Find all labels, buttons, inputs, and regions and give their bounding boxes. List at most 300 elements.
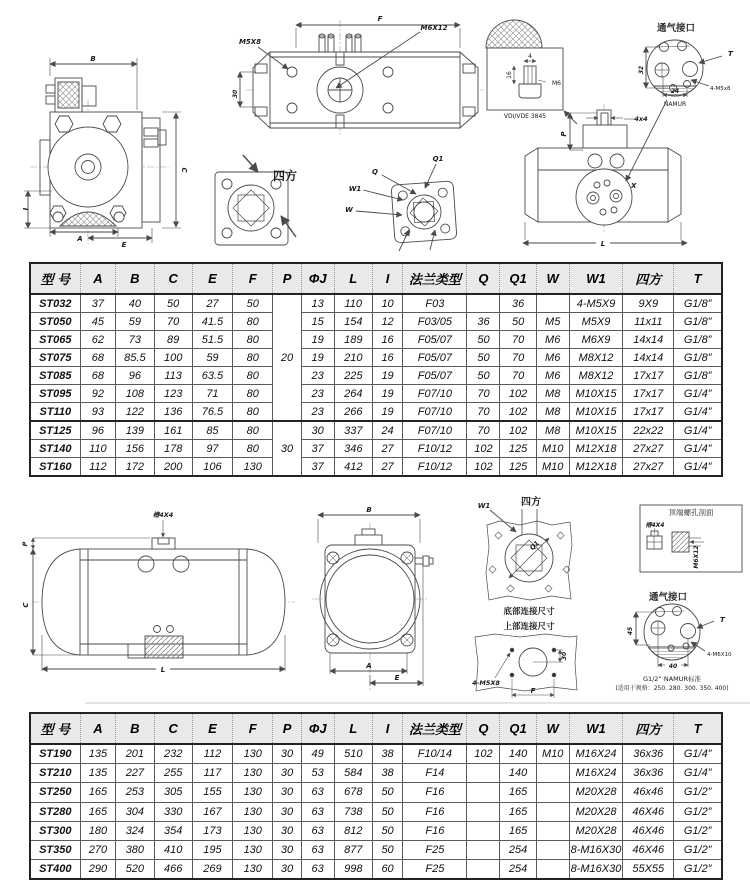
model-cell: ST075: [30, 349, 80, 367]
value-cell: 50: [233, 294, 273, 313]
column-header: T: [674, 263, 722, 294]
column-header: L: [334, 263, 372, 294]
value-cell: 41.5: [192, 313, 232, 331]
model-cell: ST032: [30, 294, 80, 313]
value-cell: 167: [192, 802, 232, 821]
front-dim-b-label: B: [90, 55, 96, 63]
top-conn-dim-30-label: 30: [561, 651, 568, 661]
front-dim-a-label: A: [77, 235, 83, 243]
value-cell: 30: [273, 802, 301, 821]
value-cell: M6: [536, 367, 569, 385]
value-cell: M12X18: [569, 458, 623, 477]
vdi-dim-4-label: 4: [528, 53, 532, 60]
air-port-small-thread: 4-M5x8: [710, 86, 731, 92]
value-cell: 73: [116, 331, 154, 349]
value-cell: 110: [334, 294, 372, 313]
value-cell: 130: [233, 744, 273, 764]
value-cell: 10: [372, 294, 402, 313]
front-view-drawing: [24, 58, 181, 244]
bottom-conn-caption: 底部连接尺寸: [503, 607, 555, 617]
bottom-conn-w1-label: W1: [477, 502, 491, 510]
column-header: ΦJ: [301, 263, 334, 294]
value-cell: 30: [273, 840, 301, 859]
value-cell: 130: [233, 783, 273, 802]
air-port-large-caption1: G1/2” NAMUR标准: [642, 675, 702, 683]
column-header: B: [116, 263, 154, 294]
table-row: [30, 764, 722, 783]
top-screw-section-title: 顶端螺孔剖面: [668, 508, 714, 517]
value-cell: 266: [334, 403, 372, 422]
table-row: [30, 313, 722, 331]
value-cell: F16: [403, 783, 467, 802]
end-dim-x-label: X: [631, 182, 637, 190]
air-port-small-dim-32: 32: [638, 65, 645, 75]
value-cell: 27: [192, 294, 232, 313]
value-cell: 38: [372, 764, 402, 783]
value-cell: 50: [372, 840, 402, 859]
value-cell: 4-M5X9: [569, 294, 623, 313]
value-cell: 19: [301, 331, 334, 349]
value-cell: 117: [192, 764, 232, 783]
value-cell: M20X28: [569, 783, 623, 802]
table-row: [30, 860, 722, 880]
value-cell: 140: [500, 764, 536, 783]
value-cell: 80: [233, 385, 273, 403]
value-cell: 136: [154, 403, 192, 422]
column-header: W: [536, 713, 569, 744]
value-cell: M6: [536, 331, 569, 349]
value-cell: 45: [80, 313, 116, 331]
column-header: Q1: [500, 713, 536, 744]
value-cell: 80: [233, 403, 273, 422]
side-dim-c-label: C: [22, 602, 30, 608]
value-cell: 70: [154, 313, 192, 331]
value-cell: G1/2”: [674, 821, 722, 840]
plan-m5x8-label: M5X8: [238, 38, 262, 46]
end-dim-4x4-label: 4x4: [634, 115, 648, 123]
value-cell: 337: [334, 421, 372, 440]
value-cell: M12X18: [569, 440, 623, 458]
column-header: A: [80, 713, 116, 744]
value-cell: 20: [273, 294, 301, 421]
value-cell: 8-M16X30: [569, 860, 623, 880]
value-cell: 305: [154, 783, 192, 802]
value-cell: 14x14: [623, 349, 674, 367]
value-cell: M20X28: [569, 821, 623, 840]
side-dim-p-label: P: [21, 541, 29, 547]
value-cell: 678: [334, 783, 372, 802]
bottom-conn-square-label: 四方: [521, 497, 541, 508]
value-cell: 80: [233, 349, 273, 367]
front-dim-e-label: E: [121, 241, 127, 249]
table-row: [30, 294, 722, 313]
value-cell: 139: [116, 421, 154, 440]
value-cell: M8X12: [569, 349, 623, 367]
model-cell: ST210: [30, 764, 80, 783]
value-cell: M8: [536, 403, 569, 422]
value-cell: 102: [500, 403, 536, 422]
model-cell: ST350: [30, 840, 80, 859]
front-dim-c-label: C: [180, 167, 188, 173]
shaft-bottom-view-drawing: [356, 164, 457, 251]
spec-table-large-models: [29, 712, 723, 880]
model-cell: ST085: [30, 367, 80, 385]
value-cell: 30: [273, 764, 301, 783]
value-cell: 16: [372, 331, 402, 349]
bottom-dim-q1-label: Q1: [432, 155, 444, 163]
value-cell: 178: [154, 440, 192, 458]
column-header: 型 号: [30, 713, 80, 744]
value-cell: 89: [154, 331, 192, 349]
value-cell: 17x17: [623, 385, 674, 403]
side-dim-l-label: L: [160, 666, 166, 674]
model-cell: ST300: [30, 821, 80, 840]
table-row: [30, 385, 722, 403]
value-cell: 270: [80, 840, 116, 859]
column-header: T: [674, 713, 722, 744]
value-cell: [536, 802, 569, 821]
value-cell: G1/4”: [674, 458, 722, 477]
value-cell: 80: [233, 331, 273, 349]
column-header: A: [80, 263, 116, 294]
value-cell: 510: [334, 744, 372, 764]
column-header: 四方: [623, 713, 674, 744]
model-cell: ST110: [30, 403, 80, 422]
middle-technical-drawing: [0, 485, 750, 710]
value-cell: 70: [467, 421, 500, 440]
value-cell: 102: [467, 440, 500, 458]
end-dim-p-label: P: [560, 131, 568, 137]
value-cell: 189: [334, 331, 372, 349]
value-cell: 210: [334, 349, 372, 367]
value-cell: 165: [500, 821, 536, 840]
value-cell: F07/10: [403, 385, 467, 403]
air-port-large-drawing: [636, 604, 714, 667]
column-header: I: [372, 713, 402, 744]
value-cell: 254: [500, 840, 536, 859]
air-port-large-t: T: [720, 616, 725, 624]
value-cell: F25: [403, 860, 467, 880]
value-cell: F03/05: [403, 313, 467, 331]
square-drive-label: 四方: [272, 169, 298, 183]
value-cell: 130: [233, 802, 273, 821]
value-cell: 12: [372, 313, 402, 331]
column-header: ΦJ: [301, 713, 334, 744]
value-cell: 161: [154, 421, 192, 440]
value-cell: 108: [116, 385, 154, 403]
value-cell: 30: [273, 821, 301, 840]
table-row: [30, 421, 722, 440]
value-cell: [467, 783, 500, 802]
column-header: F: [233, 713, 273, 744]
value-cell: 255: [154, 764, 192, 783]
value-cell: 19: [372, 385, 402, 403]
plan-m6x12-label: M6X12: [420, 24, 448, 32]
value-cell: M10: [536, 440, 569, 458]
vdi-detail-drawing: [486, 20, 577, 124]
top-conn-title: 上部连接尺寸: [503, 622, 555, 632]
value-cell: 154: [334, 313, 372, 331]
model-cell: ST400: [30, 860, 80, 880]
value-cell: 738: [334, 802, 372, 821]
model-cell: ST050: [30, 313, 80, 331]
column-header: B: [116, 713, 154, 744]
value-cell: M10: [536, 458, 569, 477]
air-port-large-title: 通气接口: [648, 592, 688, 603]
value-cell: 46X46: [623, 802, 674, 821]
model-cell: ST160: [30, 458, 80, 477]
value-cell: 80: [233, 367, 273, 385]
value-cell: 70: [500, 349, 536, 367]
value-cell: 50: [372, 802, 402, 821]
value-cell: G1/4”: [674, 744, 722, 764]
value-cell: M6: [536, 349, 569, 367]
value-cell: 50: [372, 783, 402, 802]
value-cell: 102: [500, 385, 536, 403]
value-cell: 232: [154, 744, 192, 764]
table-row: [30, 331, 722, 349]
value-cell: 63: [301, 802, 334, 821]
column-header: P: [273, 713, 301, 744]
value-cell: 24: [372, 421, 402, 440]
value-cell: F10/14: [403, 744, 467, 764]
value-cell: [467, 802, 500, 821]
value-cell: 19: [301, 349, 334, 367]
front-dim-i-label: I: [21, 207, 29, 211]
end-dim-l-label: L: [600, 240, 606, 248]
value-cell: 324: [116, 821, 154, 840]
value-cell: 50: [467, 349, 500, 367]
bottom-dim-w-label: W: [345, 206, 353, 214]
value-cell: F10/12: [403, 440, 467, 458]
value-cell: 812: [334, 821, 372, 840]
value-cell: M20X28: [569, 802, 623, 821]
value-cell: 30: [273, 744, 301, 764]
value-cell: 70: [467, 385, 500, 403]
bottom-dim-q-label: Q: [372, 168, 378, 176]
value-cell: [467, 860, 500, 880]
table-row: [30, 783, 722, 802]
value-cell: 80: [233, 421, 273, 440]
value-cell: 68: [80, 349, 116, 367]
column-header: W1: [569, 263, 623, 294]
value-cell: 155: [192, 783, 232, 802]
value-cell: F10/12: [403, 458, 467, 477]
value-cell: G1/8”: [674, 313, 722, 331]
value-cell: 63: [301, 840, 334, 859]
value-cell: 254: [500, 860, 536, 880]
value-cell: 97: [192, 440, 232, 458]
value-cell: 380: [116, 840, 154, 859]
value-cell: 112: [80, 458, 116, 477]
value-cell: 180: [80, 821, 116, 840]
value-cell: 9X9: [623, 294, 674, 313]
value-cell: 165: [500, 802, 536, 821]
column-header: E: [192, 263, 232, 294]
value-cell: 71: [192, 385, 232, 403]
air-port-small-namur: NAMUR: [663, 101, 687, 108]
value-cell: M6X9: [569, 331, 623, 349]
value-cell: M10: [536, 744, 569, 764]
column-header: C: [154, 263, 192, 294]
air-port-large-dim-45: 45: [627, 626, 634, 636]
model-cell: ST280: [30, 802, 80, 821]
value-cell: 877: [334, 840, 372, 859]
value-cell: 123: [154, 385, 192, 403]
bottom-conn-q1-label: Q1: [528, 539, 541, 552]
value-cell: M8X12: [569, 367, 623, 385]
value-cell: 96: [80, 421, 116, 440]
value-cell: F14: [403, 764, 467, 783]
value-cell: 130: [233, 821, 273, 840]
value-cell: 38: [372, 744, 402, 764]
value-cell: M8: [536, 421, 569, 440]
value-cell: F05/07: [403, 349, 467, 367]
value-cell: 125: [500, 458, 536, 477]
value-cell: 46x46: [623, 783, 674, 802]
value-cell: F07/10: [403, 403, 467, 422]
value-cell: 998: [334, 860, 372, 880]
side-view-drawing: [32, 520, 295, 671]
end2-dim-e-label: E: [394, 674, 400, 682]
value-cell: 30: [273, 421, 301, 476]
value-cell: F05/07: [403, 331, 467, 349]
top-conn-dim-f-label: F: [530, 687, 536, 695]
value-cell: F25: [403, 840, 467, 859]
value-cell: 59: [192, 349, 232, 367]
value-cell: 330: [154, 802, 192, 821]
value-cell: 130: [233, 840, 273, 859]
table-row: [30, 458, 722, 477]
value-cell: G1/4”: [674, 421, 722, 440]
top-screw-thread-label: M6X12: [693, 545, 700, 569]
value-cell: 14x14: [623, 331, 674, 349]
plan-dim-f-label: F: [377, 15, 383, 23]
value-cell: 80: [233, 313, 273, 331]
plan-dim-30-label: 30: [232, 89, 239, 99]
table-row: [30, 367, 722, 385]
bottom-connection-drawing: [486, 509, 572, 600]
value-cell: G1/4”: [674, 764, 722, 783]
value-cell: 50: [372, 821, 402, 840]
value-cell: 37: [301, 458, 334, 477]
value-cell: 80: [233, 440, 273, 458]
value-cell: 30: [301, 421, 334, 440]
air-port-large-thread: 4-M6X10: [707, 652, 732, 658]
column-header: 法兰类型: [403, 263, 467, 294]
air-port-large-dim-40: 40: [668, 663, 678, 670]
end2-dim-a-label: A: [366, 662, 372, 670]
column-header: Q1: [500, 263, 536, 294]
value-cell: M10X15: [569, 421, 623, 440]
value-cell: 60: [372, 860, 402, 880]
air-port-large-caption2: (适用于规格：250. 280. 300. 350. 400): [615, 685, 729, 692]
value-cell: G1/4”: [674, 403, 722, 422]
air-port-small-t: T: [728, 50, 733, 58]
value-cell: 19: [372, 403, 402, 422]
value-cell: 201: [116, 744, 154, 764]
column-header: C: [154, 713, 192, 744]
value-cell: G1/8”: [674, 367, 722, 385]
value-cell: 63.5: [192, 367, 232, 385]
value-cell: 102: [500, 421, 536, 440]
value-cell: 412: [334, 458, 372, 477]
value-cell: G1/8”: [674, 331, 722, 349]
vdi-dim-16-label: 16: [506, 71, 513, 79]
value-cell: 30: [273, 860, 301, 880]
value-cell: [536, 783, 569, 802]
value-cell: 290: [80, 860, 116, 880]
value-cell: 410: [154, 840, 192, 859]
value-cell: G1/2”: [674, 860, 722, 880]
value-cell: 354: [154, 821, 192, 840]
value-cell: 85: [192, 421, 232, 440]
vdi-caption: VDI/VDE 3845: [503, 113, 547, 120]
value-cell: 27x27: [623, 440, 674, 458]
value-cell: 63: [301, 821, 334, 840]
model-cell: ST190: [30, 744, 80, 764]
value-cell: G1/4”: [674, 440, 722, 458]
value-cell: 8-M16X30: [569, 840, 623, 859]
value-cell: 63: [301, 783, 334, 802]
value-cell: 195: [192, 840, 232, 859]
value-cell: 110: [80, 440, 116, 458]
value-cell: 15: [301, 313, 334, 331]
value-cell: G1/2”: [674, 840, 722, 859]
value-cell: 70: [467, 403, 500, 422]
table-row: [30, 403, 722, 422]
value-cell: M8: [536, 385, 569, 403]
value-cell: 93: [80, 403, 116, 422]
value-cell: 59: [116, 313, 154, 331]
value-cell: [467, 294, 500, 313]
value-cell: 53: [301, 764, 334, 783]
value-cell: 225: [334, 367, 372, 385]
air-port-small-title: 通气接口: [656, 23, 696, 34]
value-cell: 102: [467, 744, 500, 764]
column-header: F: [233, 263, 273, 294]
value-cell: 227: [116, 764, 154, 783]
value-cell: 140: [500, 744, 536, 764]
column-header: W1: [569, 713, 623, 744]
value-cell: [536, 764, 569, 783]
value-cell: G1/4”: [674, 385, 722, 403]
value-cell: 253: [116, 783, 154, 802]
value-cell: 304: [116, 802, 154, 821]
table-row: [30, 802, 722, 821]
value-cell: 85.5: [116, 349, 154, 367]
value-cell: 112: [192, 744, 232, 764]
value-cell: M16X24: [569, 764, 623, 783]
value-cell: 50: [467, 367, 500, 385]
value-cell: 135: [80, 764, 116, 783]
column-header: L: [334, 713, 372, 744]
value-cell: [536, 294, 569, 313]
value-cell: 68: [80, 367, 116, 385]
value-cell: [467, 840, 500, 859]
value-cell: 156: [116, 440, 154, 458]
value-cell: F16: [403, 802, 467, 821]
value-cell: [467, 764, 500, 783]
table-row: [30, 744, 722, 764]
column-header: W: [536, 263, 569, 294]
value-cell: 113: [154, 367, 192, 385]
value-cell: 172: [116, 458, 154, 477]
value-cell: M5: [536, 313, 569, 331]
value-cell: 130: [233, 764, 273, 783]
value-cell: 76.5: [192, 403, 232, 422]
value-cell: 27: [372, 458, 402, 477]
